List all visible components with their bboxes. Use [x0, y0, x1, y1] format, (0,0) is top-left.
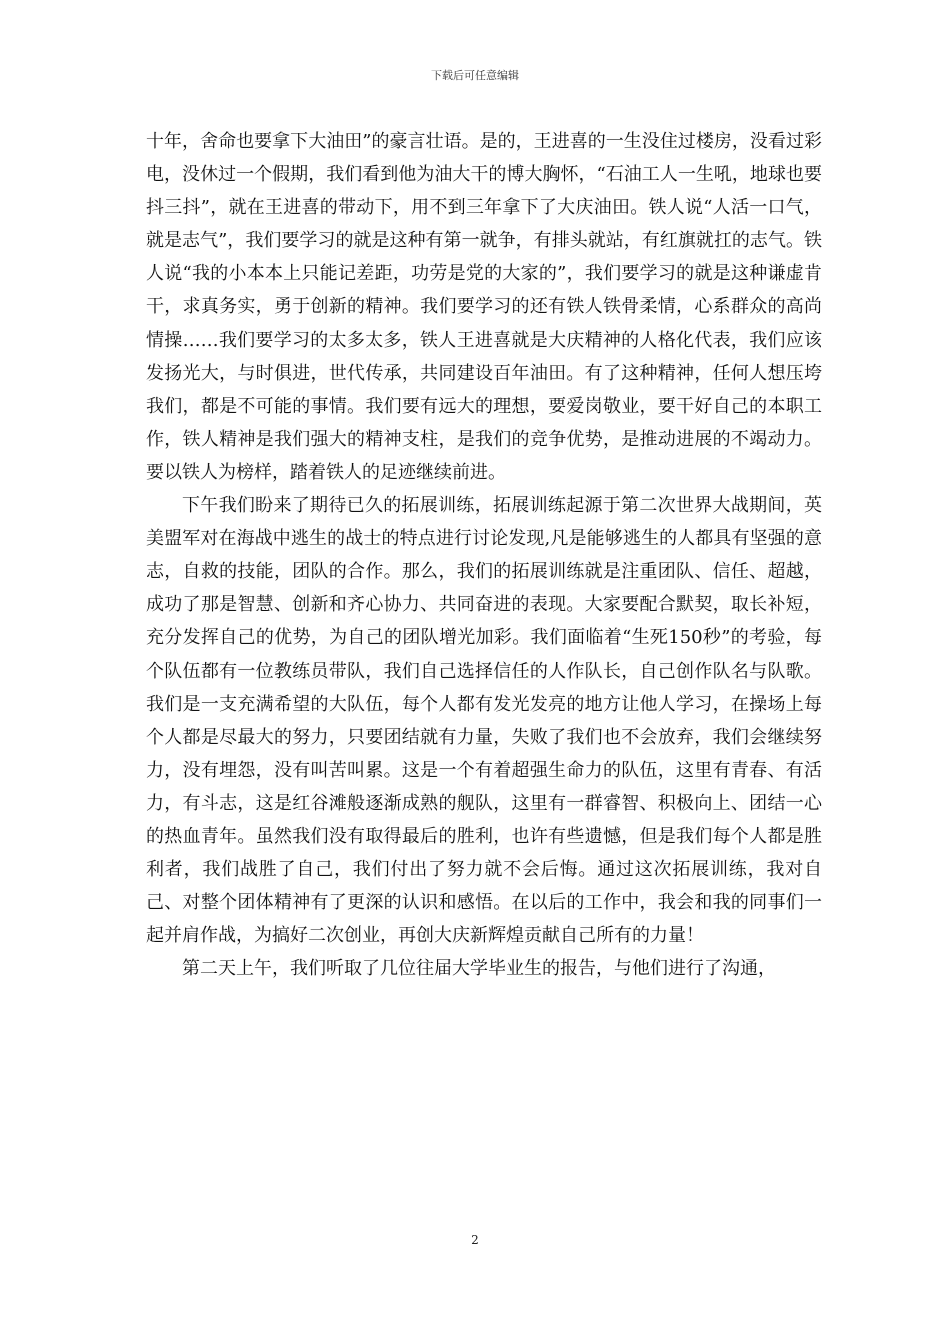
- body-text: [146, 125, 822, 985]
- paragraph-1: 十年，舍命也要拿下大油田”的豪言壮语。是的，王进喜的一生没住过楼房，没看过彩电，没休过一个假期，我们看到他为油大干的博大胸怀，“石油工人一生吼，地球也要抖三抖”，就在王进喜的带动下，用不到三年拿下了大庆油田。铁人说“人活一口气，就是志气”，我们要学习的就是这种有第一就争，有排头就站，有红旗就扛的志气。铁人说“我的小本本上只能记差距，功劳是党的大家的”，我们要学习的就是这种谦虚肯干，求真务实，勇于创新的精神。我们要学习的还有铁人铁骨柔情，心系群众的高尚情操……我们要学习的太多太多，铁人王进喜就是大庆精神的人格化代表，我们应该发扬光大，与时俱进，世代传承，共同建设百年油田。有了这种精神，任何人想压垮我们，都是不可能的事情。我们要有远大的理想，要爱岗敬业，要干好自己的本职工作，铁人精神是我们强大的精神支柱，是我们的竞争优势，是推动进展的不竭动力。要以铁人为榜样，踏着铁人的足迹继续前进。: [146, 131, 822, 483]
- paragraph-2: 下午我们盼来了期待已久的拓展训练，拓展训练起源于第二次世界大战期间，英美盟军对在海战中逃生的战士的特点进行讨论发现,凡是能够逃生的人都具有坚强的意志，自救的技能，团队的合作。那么，我们的拓展训练就是注重团队、信任、超越，成功了那是智慧、创新和齐心协力、共同奋进的表现。大家要配合默契，取长补短，充分发挥自己的优势，为自己的团队增光加彩。我们面临着“生死150秒”的考验，每个队伍都有一位教练员带队，我们自己选择信任的人作队长，自己创作队名与队歌。我们是一支充满希望的大队伍，每个人都有发光发亮的地方让他人学习，在操场上每个人都是尽最大的努力，只要团结就有力量，失败了我们也不会放弃，我们会继续努力，没有埋怨，没有叫苦叫累。这是一个有着超强生命力的队伍，这里有青春、有活力，有斗志，这是红谷滩般逐渐成熟的舰队，这里有一群睿智、积极向上、团结一心的热血青年。虽然我们没有取得最后的胜利，也许有些遗憾，但是我们每个人都是胜利者，我们战胜了自己，我们付出了努力就不会后悔。通过这次拓展训练，我对自己、对整个团体精神有了更深的认识和感悟。在以后的工作中，我会和我的同事们一起并肩作战，为搞好二次创业，再创大庆新辉煌贡献自己所有的力量！: [146, 495, 822, 947]
- page-number: 2: [471, 1233, 479, 1247]
- page-header: 下载后可任意编辑: [431, 69, 519, 82]
- paragraph-3: 第二天上午，我们听取了几位往届大学毕业生的报告，与他们进行了沟通，: [182, 958, 776, 980]
